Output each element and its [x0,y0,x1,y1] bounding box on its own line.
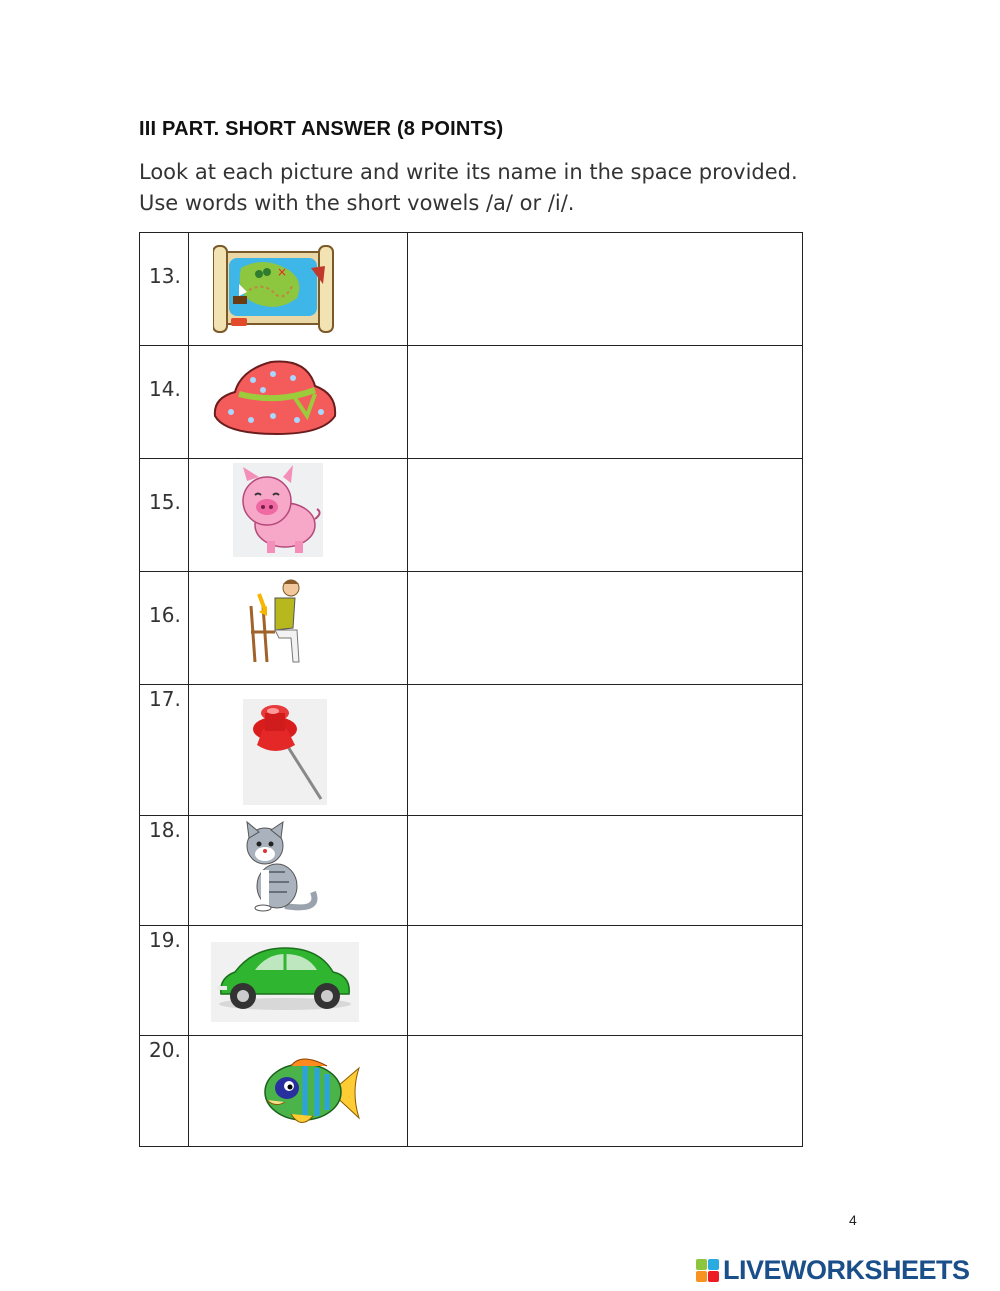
hat-picture [189,346,408,459]
answer-cell[interactable] [408,816,803,926]
brand-blocks-icon [696,1259,720,1283]
answer-cell[interactable] [408,926,803,1036]
pig-picture [189,459,408,572]
answer-table [139,232,803,1147]
answer-cell[interactable] [408,459,803,572]
question-row [140,926,803,1036]
instruction-line-2: Use words with the short vowels /a/ or /i/. [139,191,575,215]
question-row [140,572,803,685]
question-row [140,685,803,816]
brand-name: LIVEWORKSHEETS [723,1255,970,1285]
question-row [140,346,803,459]
question-row [140,1036,803,1147]
cat-picture [189,816,408,926]
question-number: 18. [140,816,189,926]
svg-text:×: × [277,265,288,279]
map-picture [189,233,408,346]
question-number: 19. [140,926,189,1036]
sit-picture [189,572,408,685]
fish-picture [189,1036,408,1147]
answer-cell[interactable] [408,572,803,685]
answer-cell[interactable] [408,346,803,459]
question-number: 16. [140,572,189,685]
section-heading: III PART. SHORT ANSWER (8 POINTS) [139,118,504,140]
car-picture [189,926,408,1036]
question-number: 13. [140,233,189,346]
question-number: 15. [140,459,189,572]
answer-cell[interactable] [408,685,803,816]
question-row [140,459,803,572]
answer-cell[interactable] [408,233,803,346]
question-number: 20. [140,1036,189,1147]
page-number: 4 [849,1212,857,1228]
pin-picture [189,685,408,816]
question-row [140,233,803,346]
question-number: 14. [140,346,189,459]
question-number: 17. [140,685,189,816]
instruction-line-1: Look at each picture and write its name in the space provided. [139,160,798,184]
answer-cell[interactable] [408,1036,803,1147]
question-row [140,816,803,926]
